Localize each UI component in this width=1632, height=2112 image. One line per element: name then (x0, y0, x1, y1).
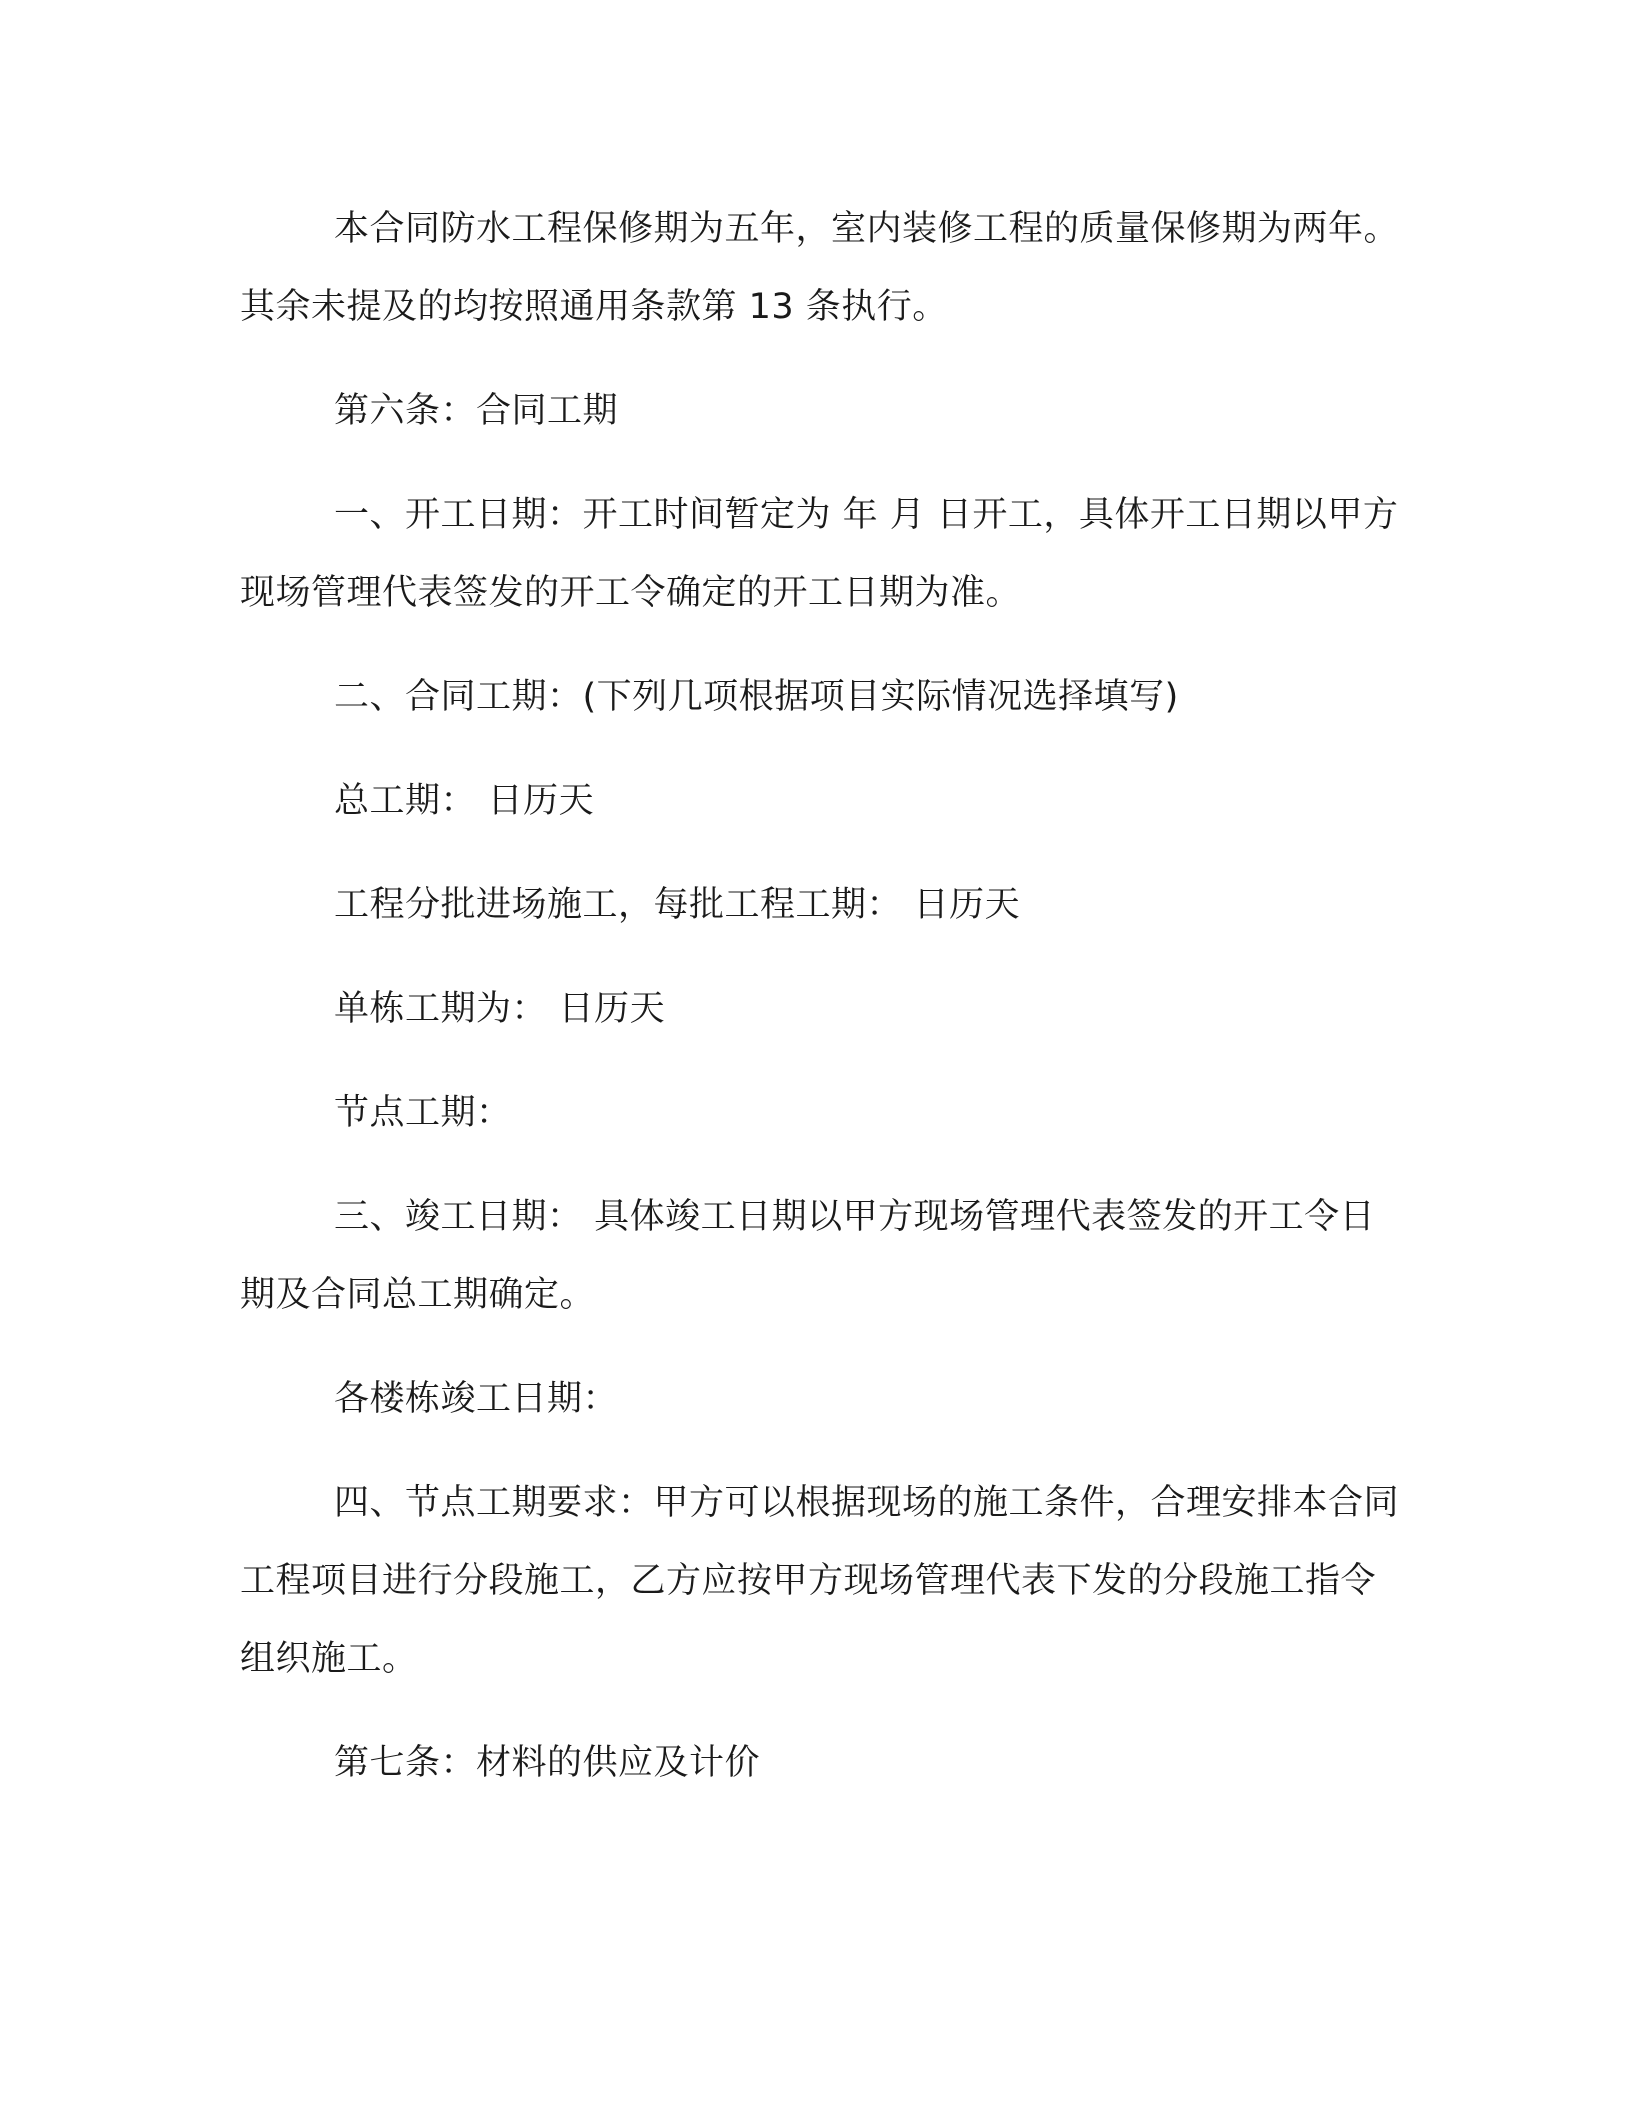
paragraph-contract-duration: 二、合同工期：(下列几项根据项目实际情况选择填写) (334, 677, 1179, 717)
paragraph-milestone-requirements: 四、节点工期要求：甲方可以根据现场的施工条件，合理安排本合同工程项目进行分段施工，乙方应按甲方现场管理代表下发的分段施工指令组织施工。 (240, 1483, 1400, 1679)
section-heading-article-6: 第六条：合同工期 (334, 391, 619, 431)
paragraph-milestone-duration: 节点工期： (334, 1093, 512, 1133)
section-heading-article-7: 第七条：材料的供应及计价 (334, 1743, 761, 1783)
paragraph-warranty-period: 本合同防水工程保修期为五年，室内装修工程的质量保修期为两年。其余未提及的均按照通用条款第 13 条执行。 (240, 209, 1400, 327)
paragraph-completion-date: 三、竣工日期： 具体竣工日期以甲方现场管理代表签发的开工令日期及合同总工期确定。 (240, 1197, 1376, 1315)
paragraph-single-building-duration: 单栋工期为： 日历天 (334, 989, 666, 1029)
paragraph-start-date: 一、开工日期：开工时间暂定为 年 月 日开工，具体开工日期以甲方现场管理代表签发的开工令确定的开工日期为准。 (240, 495, 1399, 613)
paragraph-batch-duration: 工程分批进场施工，每批工程工期： 日历天 (334, 885, 1021, 925)
paragraph-building-completion-dates: 各楼栋竣工日期： (334, 1379, 619, 1419)
document-body (240, 190, 1400, 1828)
paragraph-total-duration: 总工期： 日历天 (334, 781, 595, 821)
